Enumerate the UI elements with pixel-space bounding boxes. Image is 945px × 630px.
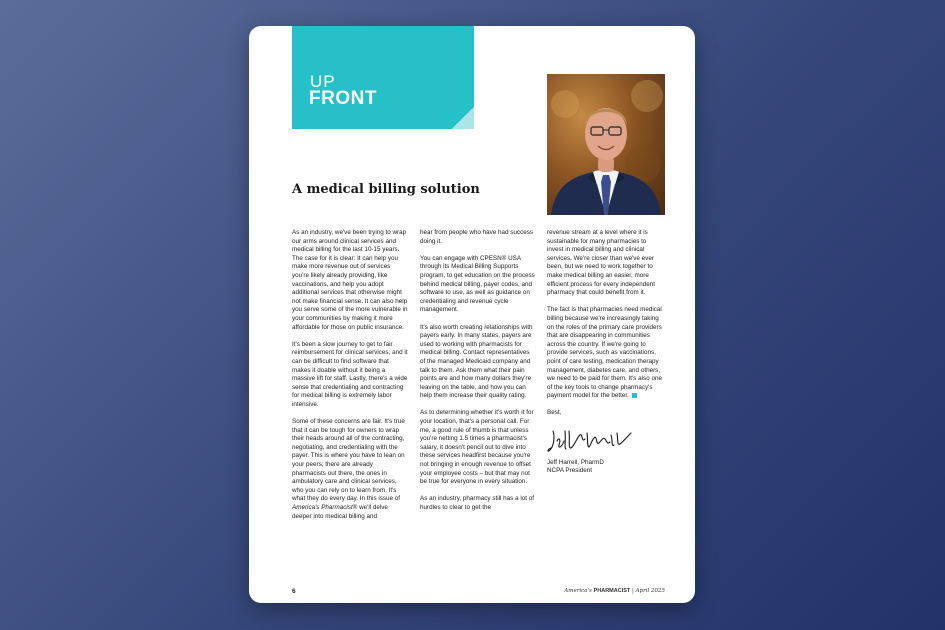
end-mark-icon [632, 393, 637, 398]
paragraph: hear from people who have had success doing it. [420, 229, 534, 245]
magazine-page [249, 26, 695, 603]
article-headline: A medical billing solution [292, 182, 480, 197]
paragraph: As to determining whether it's worth it for your location, that's a personal call. For me, a good rule of thumb is that unless you're netting 1.5 times a pharmacist's salary, it doesn't pencil out to dive into these services headfirst because you're not bringing in enough revenue to offset your employee costs – but that may not be true for everyone in every situation. [420, 409, 534, 486]
signer-title: NCPA President [547, 467, 593, 475]
publication-name: America's Pharmacist® [292, 504, 358, 511]
article-column-3 [547, 229, 663, 476]
publication-brand: PHARMACIST [593, 588, 631, 594]
issue-date: April 2025 [635, 588, 665, 594]
paragraph: You can engage with CPESN® USA through its Medical Billing Supports program, to get education on the process behind medical billing, payer codes, and software to use, as well as guidance on credentialing and revenue cycle management. [420, 254, 535, 314]
footer-separator: | [632, 588, 634, 594]
paragraph: As an industry, we've been trying to wrap our arms around clinical services and medical billing for the last 10-15 years. The case for it is clear: It can help you make more revenue out of services you're likely already providing, like vaccinations, and help you adopt additional services that otherwise might not make financial sense. It can also help you serve some of the more vulnerable in your communities by making it more affordable for those on public insurance. [292, 229, 408, 331]
article-column-2 [420, 229, 536, 521]
page-number: 6 [292, 588, 296, 595]
page-fold-corner [452, 107, 474, 129]
publication-prefix: America's [564, 588, 592, 594]
paragraph: It's also worth creating relationships with payers early. In many states, payers are used to working with pharmacists for medical billing. Contact representatives of the managed Medicaid company and talk to them. Ask them what their pain points are and how many dollars they're leaving on the table, and how you can help them increase their quality rating. [420, 323, 533, 400]
paragraph [547, 306, 663, 401]
person-portrait-icon [547, 74, 665, 215]
banner-line-front: FRONT [309, 88, 377, 109]
banner-line-up: UP [310, 72, 336, 91]
signer-name: Jeff Harrell, PharmD [547, 458, 604, 466]
paragraph [292, 418, 408, 521]
article-column-1 [292, 229, 408, 530]
paragraph-text: The fact is that pharmacies need medical billing because we're increasingly taking on the roles of the primary care providers that are disappearing in communities across the country. If we're going to provide services, such as vaccinations, point of care testing, medication therapy management, diabetes care, and others, we need to be paid for them. It's also one of the key tools to change pharmacy's payment model for the better. [547, 306, 662, 400]
publication-footer [564, 588, 665, 594]
paragraph-text: Some of these concerns are fair. It's true that it can be tough for owners to wrap their heads around all of the contracting, negotiating, and credentialing with the payer. This is where you have to lean on your peers; there are already pharmacists out there, the ones in ambulatory care and clinical services, who you can rely on to learn from. It's what they do every day. In this issue of [292, 418, 405, 503]
handwritten-signature [547, 427, 637, 455]
paragraph: revenue stream at a level where it is sustainable for many pharmacies to invest in medical billing and clinical services. We're closer than we've ever been, but we need to work together to make medical billing an easier, more efficient process for every independent pharmacy that could benefit from it. [547, 229, 656, 297]
paragraph-text: we'll delve deeper into medical billing and [292, 504, 388, 520]
paragraph: As an industry, pharmacy still has a lot of hurdles to clear to get the [420, 495, 534, 511]
paragraph: It's been a slow journey to get to fair reimbursement for clinical services, and it can be difficult to find software that makes it doable without it being a massive lift for staff. Lastly, there's a wide sense that credentialing and contracting for medical billing is extremely labor intensive. [292, 340, 408, 408]
author-portrait [547, 74, 665, 215]
closing: Best, [547, 409, 562, 417]
up-front-banner [292, 26, 474, 129]
